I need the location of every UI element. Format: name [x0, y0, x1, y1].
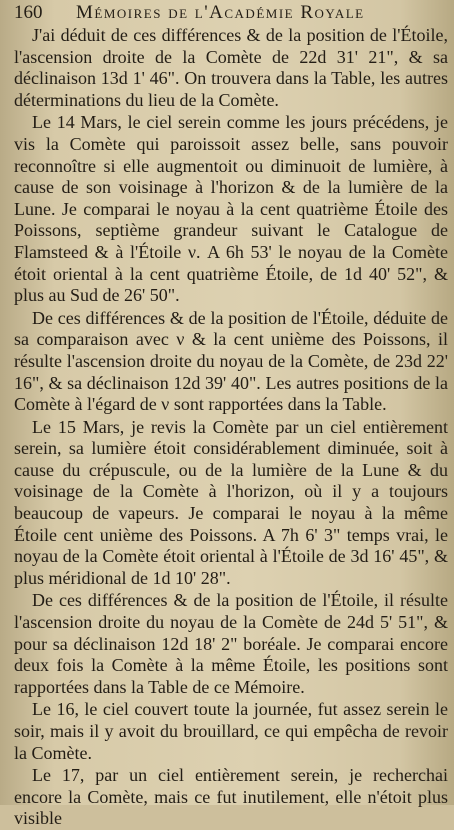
paragraph-4: Le 15 Mars, je revis la Comète par un ciel entièrement serein, sa lumière étoit considérablement diminuée, soit à cause du crépuscule, ou de la lumière de la Lune & du voisinage de la Comète à l'horizon, où il y a toujours beaucoup de vapeurs. Je comparai le noyau à la même Étoile cent unième des Poissons. A 7h 6' 3" temps vrai, le noyau de la Comète étoit oriental à l'Étoile de 3d 16' 45", & plus méridional de 1d 10' 28".	[14, 416, 448, 588]
paragraph-5: De ces différences & de la position de l'Étoile, il résulte l'ascension droite du noyau de la Comète de 24d 5' 51", & pour sa déclinaison 12d 18' 2" boréale. Je comparai encore deux fois la Comète à la même Étoile, les positions sont rapportées dans la Table de ce Mémoire.	[14, 590, 448, 697]
paragraph-2: Le 14 Mars, le ciel serein comme les jours précédens, je vis la Comète qui paroissoit assez belle, sans pouvoir reconnoître si elle augmentoit ou diminuoit de lumière, à cause de son voisinage à l'horizon & de la lumière de la Lune. Je comparai le noyau à la cent quatrième Étoile des Poissons, septième grandeur suivant le Catalogue de Flamsteed & à l'Étoile ν. A 6h 53' le noyau de la Comète étoit oriental à la cent quatrième Étoile, de 1d 40' 52", & plus au Sud de 26' 50".	[14, 112, 448, 306]
page-body	[14, 25, 448, 830]
paragraph-3: De ces différences & de la position de l'Étoile, déduite de sa comparaison avec ν & la cent unième des Poissons, il résulte l'ascension droite du noyau de la Comète, de 23d 22' 16", & sa déclinaison 12d 39' 40". Les autres positions de la Comète à l'égard de ν sont rapportées dans la Table.	[14, 307, 448, 415]
page-header	[14, 2, 450, 24]
paragraph-1: J'ai déduit de ces différences & de la position de l'Étoile, l'ascension droite de la Comète de 22d 31' 21", & sa déclinaison 13d 1' 46". On trouvera dans la Table, les autres déterminations du lieu de la Comète.	[14, 25, 448, 110]
running-head: Mémoires de l'Académie Royale	[76, 2, 365, 23]
paragraph-6: Le 16, le ciel couvert toute la journée, fut assez serein le soir, mais il y avoit du brouillard, ce qui empêcha de revoir la Comète.	[14, 699, 448, 763]
page-number: 160	[14, 2, 43, 23]
paragraph-7: Le 17, par un ciel entièrement serein, je recherchai encore la Comète, mais ce fut inutilement, elle n'étoit plus visible	[14, 765, 448, 829]
